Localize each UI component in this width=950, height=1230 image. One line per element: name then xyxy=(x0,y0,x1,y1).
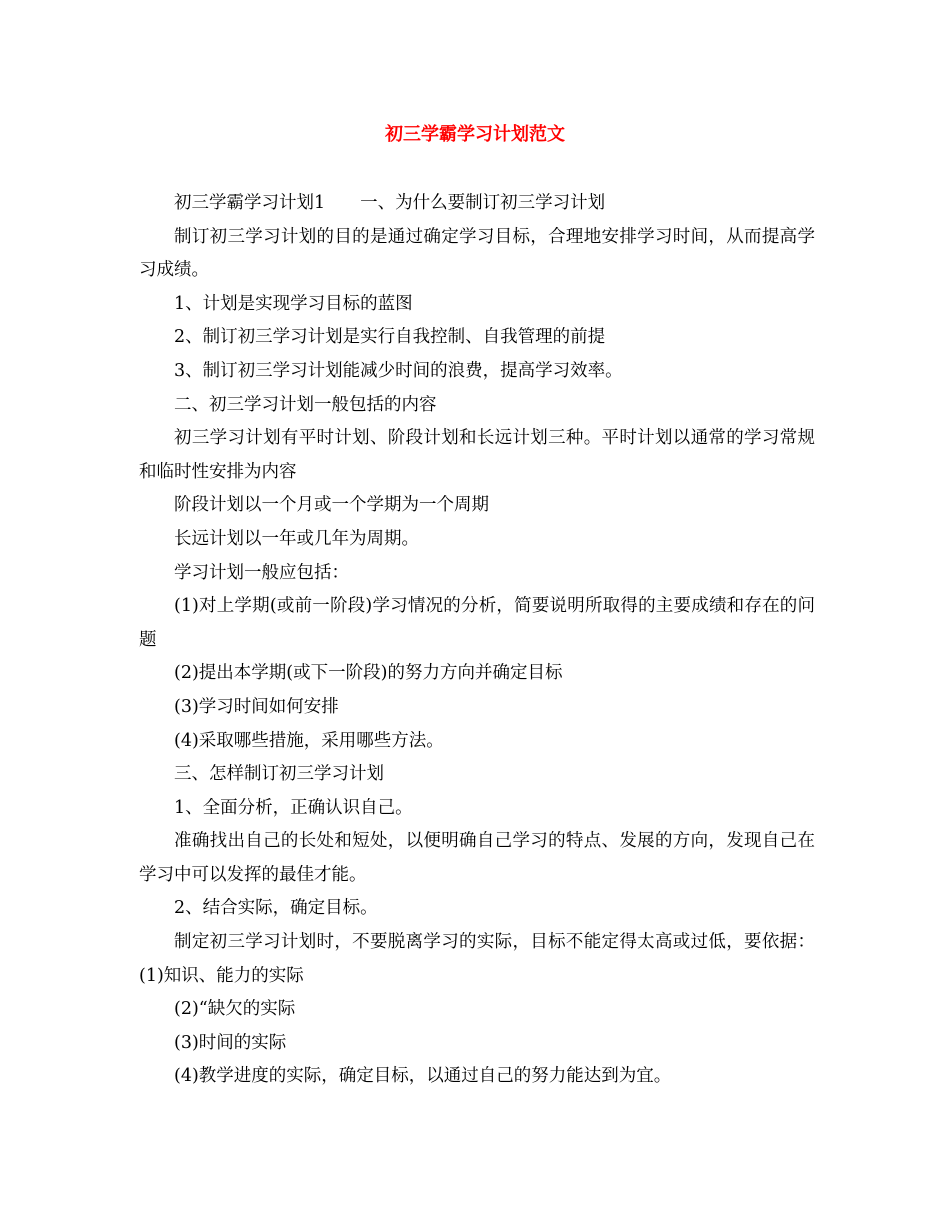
paragraph: 准确找出自己的长处和短处，以便明确自己学习的特点、发展的方向，发现自己在学习中可以发挥的最佳才能。 xyxy=(139,831,815,885)
paragraph: 制订初三学习计划的目的是通过确定学习目标，合理地安排学习时间，从而提高学习成绩。 xyxy=(139,226,815,281)
paragraph: 阶段计划以一个月或一个学期为一个周期 xyxy=(174,495,489,516)
paragraph: (4)采取哪些措施，采用哪些方法。 xyxy=(174,730,444,751)
section-heading: 二、初三学习计划一般包括的内容 xyxy=(174,394,437,415)
paragraph: (3)学习时间如何安排 xyxy=(174,696,339,717)
section-heading: 三、怎样制订初三学习计划 xyxy=(174,764,384,785)
document-title: 初三学霸学习计划范文 xyxy=(385,124,565,145)
paragraph: 初三学习计划有平时计划、阶段计划和长远计划三种。平时计划以通常的学习常规和临时性安排为内容 xyxy=(139,428,815,482)
paragraph: 长远计划以一年或几年为周期。 xyxy=(174,528,419,549)
paragraph: 1、计划是实现学习目标的蓝图 xyxy=(174,293,413,314)
paragraph: (4)教学进度的实际，确定目标，以通过自己的努力能达到为宜。 xyxy=(174,1066,672,1087)
paragraph: 制定初三学习计划时，不要脱离学习的实际，目标不能定得太高或过低，要依据：(1)知识、能力的实际 xyxy=(139,932,815,986)
paragraph: 初三学霸学习计划1 一、为什么要制订初三学习计划 xyxy=(174,193,606,213)
document-body xyxy=(139,187,815,1094)
paragraph: 2、结合实际，确定目标。 xyxy=(174,898,378,919)
paragraph: 学习计划一般应包括： xyxy=(174,562,349,583)
paragraph: 1、全面分析，正确认识自己。 xyxy=(174,797,413,818)
paragraph: (3)时间的实际 xyxy=(174,1032,287,1053)
paragraph: (2)提出本学期(或下一阶段)的努力方向并确定目标 xyxy=(174,663,563,684)
paragraph: 3、制订初三学习计划能减少时间的浪费，提高学习效率。 xyxy=(174,360,623,381)
paragraph: (2)“缺欠的实际 xyxy=(174,999,296,1020)
paragraph: (1)对上学期(或前一阶段)学习情况的分析，简要说明所取得的主要成绩和存在的问题 xyxy=(139,596,815,650)
paragraph: 2、制订初三学习计划是实行自我控制、自我管理的前提 xyxy=(174,327,606,348)
